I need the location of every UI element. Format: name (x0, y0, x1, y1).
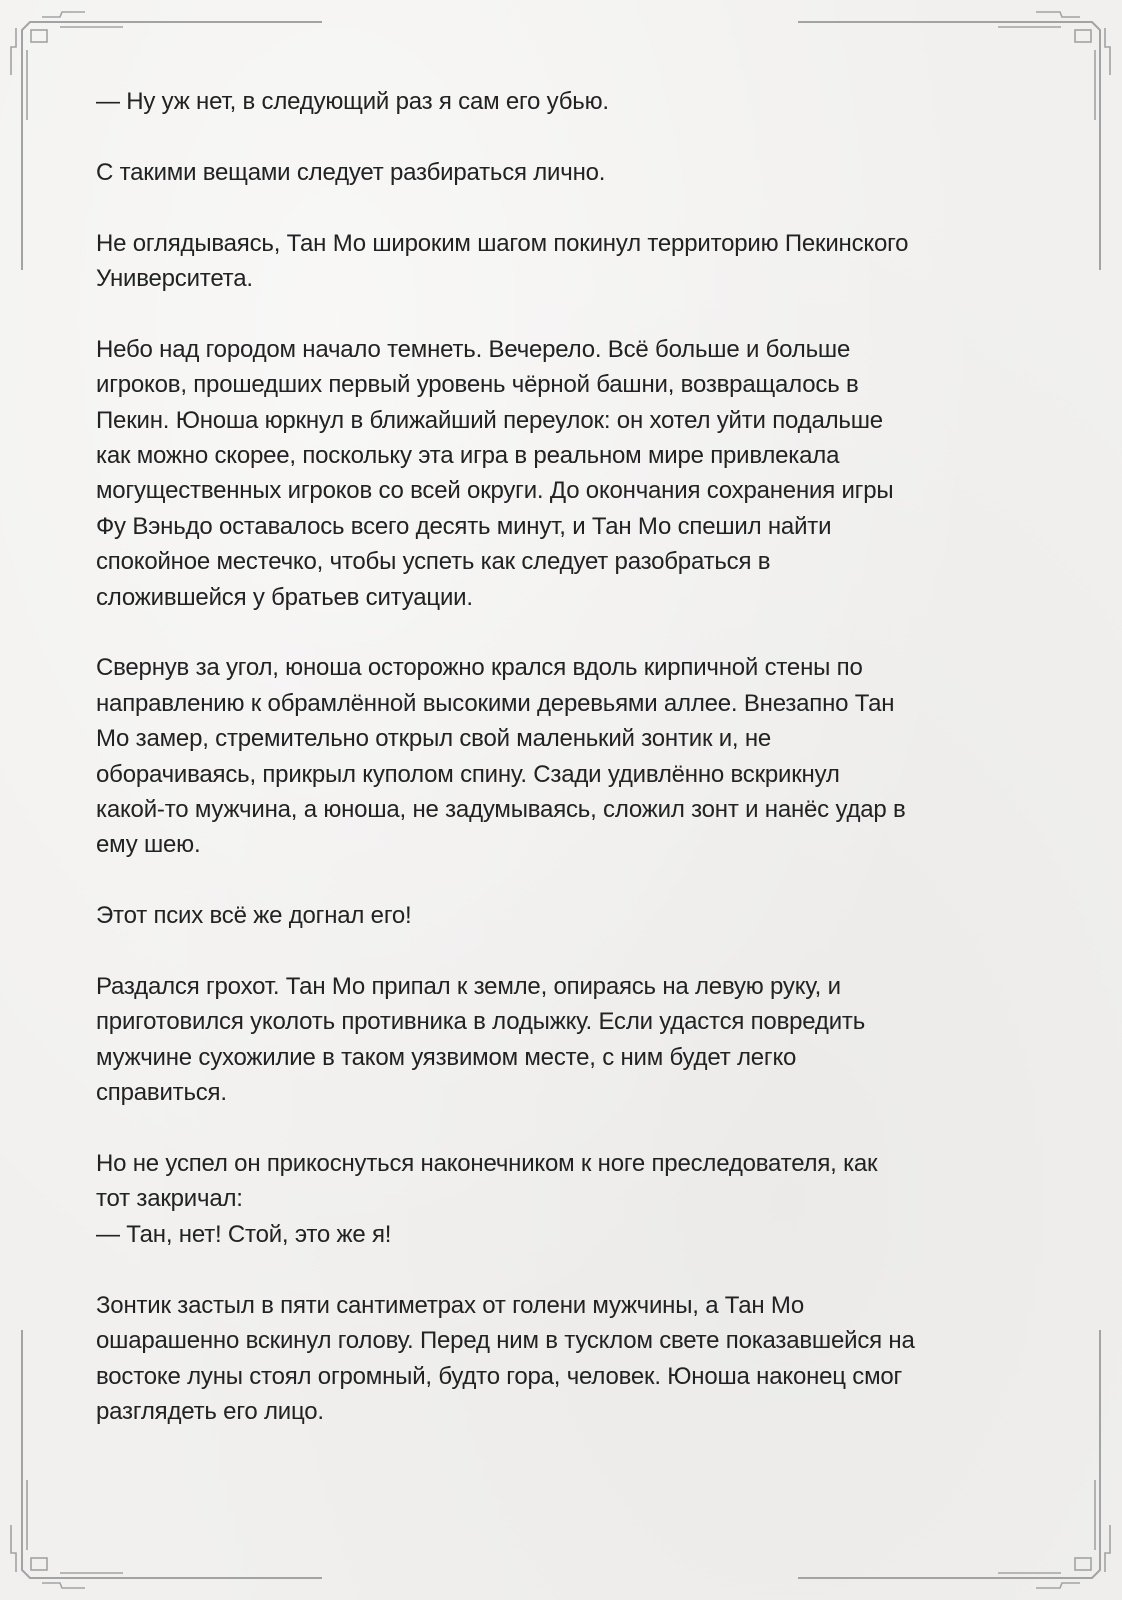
text-line: разглядеть его лицо. (96, 1397, 324, 1425)
text-line: Не оглядываясь, Тан Мо широким шагом покинул территорию Пекинского (96, 229, 909, 257)
paragraph (96, 1146, 1031, 1252)
text-line: могущественных игроков со всей округи. До окончания сохранения игры (96, 477, 894, 505)
paragraph (96, 969, 1031, 1111)
text-line: Университета. (96, 265, 253, 292)
text-line: тот закричал: (96, 1185, 243, 1213)
text-line: приготовился уколоть противника в лодыжку. Если удастся повредить (96, 1008, 866, 1036)
text-line: оборачиваясь, прикрыл куполом спину. Сзади удивлённо вскрикнул (96, 760, 840, 788)
text-line: — Ну уж нет, в следующий раз я сам его убью. (96, 88, 609, 115)
paragraph (96, 84, 1031, 119)
text-line: Пекин. Юноша юркнул в ближайший переулок: он хотел уйти подальше (96, 406, 883, 434)
text-line: ошарашенно вскинул голову. Перед ним в тусклом свете показавшейся на (96, 1327, 915, 1355)
text-line: как можно скорее, поскольку эта игра в реальном мире привлекала (96, 442, 840, 470)
paragraph (96, 226, 1031, 297)
text-line: игроков, прошедших первый уровень чёрной башни, возвращалось в (96, 371, 859, 399)
paragraph (96, 650, 1031, 862)
paragraph (96, 332, 1031, 615)
text-line: Зонтик застыл в пяти сантиметрах от голени мужчины, а Тан Мо (96, 1291, 805, 1319)
paragraph (96, 898, 1031, 933)
text-line: какой-то мужчина, а юноша, не задумываясь, сложил зонт и нанёс удар в (96, 796, 906, 824)
text-line: Свернув за угол, юноша осторожно крался вдоль кирпичной стены по (96, 654, 863, 682)
paragraph (96, 1288, 1031, 1430)
text-line: справиться. (96, 1079, 227, 1107)
text-line: востоке луны стоял огромный, будто гора, человек. Юноша наконец смог (96, 1362, 903, 1390)
text-line: С такими вещами следует разбираться лично. (96, 158, 606, 186)
text-line: Этот псих всё же догнал его! (96, 902, 412, 930)
paragraph (96, 155, 1031, 190)
text-line: Небо над городом начало темнеть. Вечерело. Всё больше и больше (96, 335, 851, 363)
text-line: мужчине сухожилие в таком уязвимом месте, с ним будет легко (96, 1043, 797, 1071)
text-line: Фу Вэньдо оставалось всего десять минут, и Тан Мо спешил найти (96, 512, 832, 540)
text-line: ему шею. (96, 831, 201, 859)
document-body (96, 84, 1031, 1465)
text-line: Но не успел он прикоснуться наконечником к ноге преследователя, как (96, 1150, 878, 1178)
text-line: Мо замер, стремительно открыл свой маленький зонтик и, не (96, 725, 772, 753)
text-line: направлению к обрамлённой высокими деревьями аллее. Внезапно Тан (96, 689, 895, 717)
text-line: сложившейся у братьев ситуации. (96, 583, 473, 611)
text-line: — Тан, нет! Стой, это же я! (96, 1220, 392, 1248)
text-line: Раздался грохот. Тан Мо припал к земле, опираясь на левую руку, и (96, 973, 841, 1001)
text-line: спокойное местечко, чтобы успеть как следует разобраться в (96, 548, 771, 576)
